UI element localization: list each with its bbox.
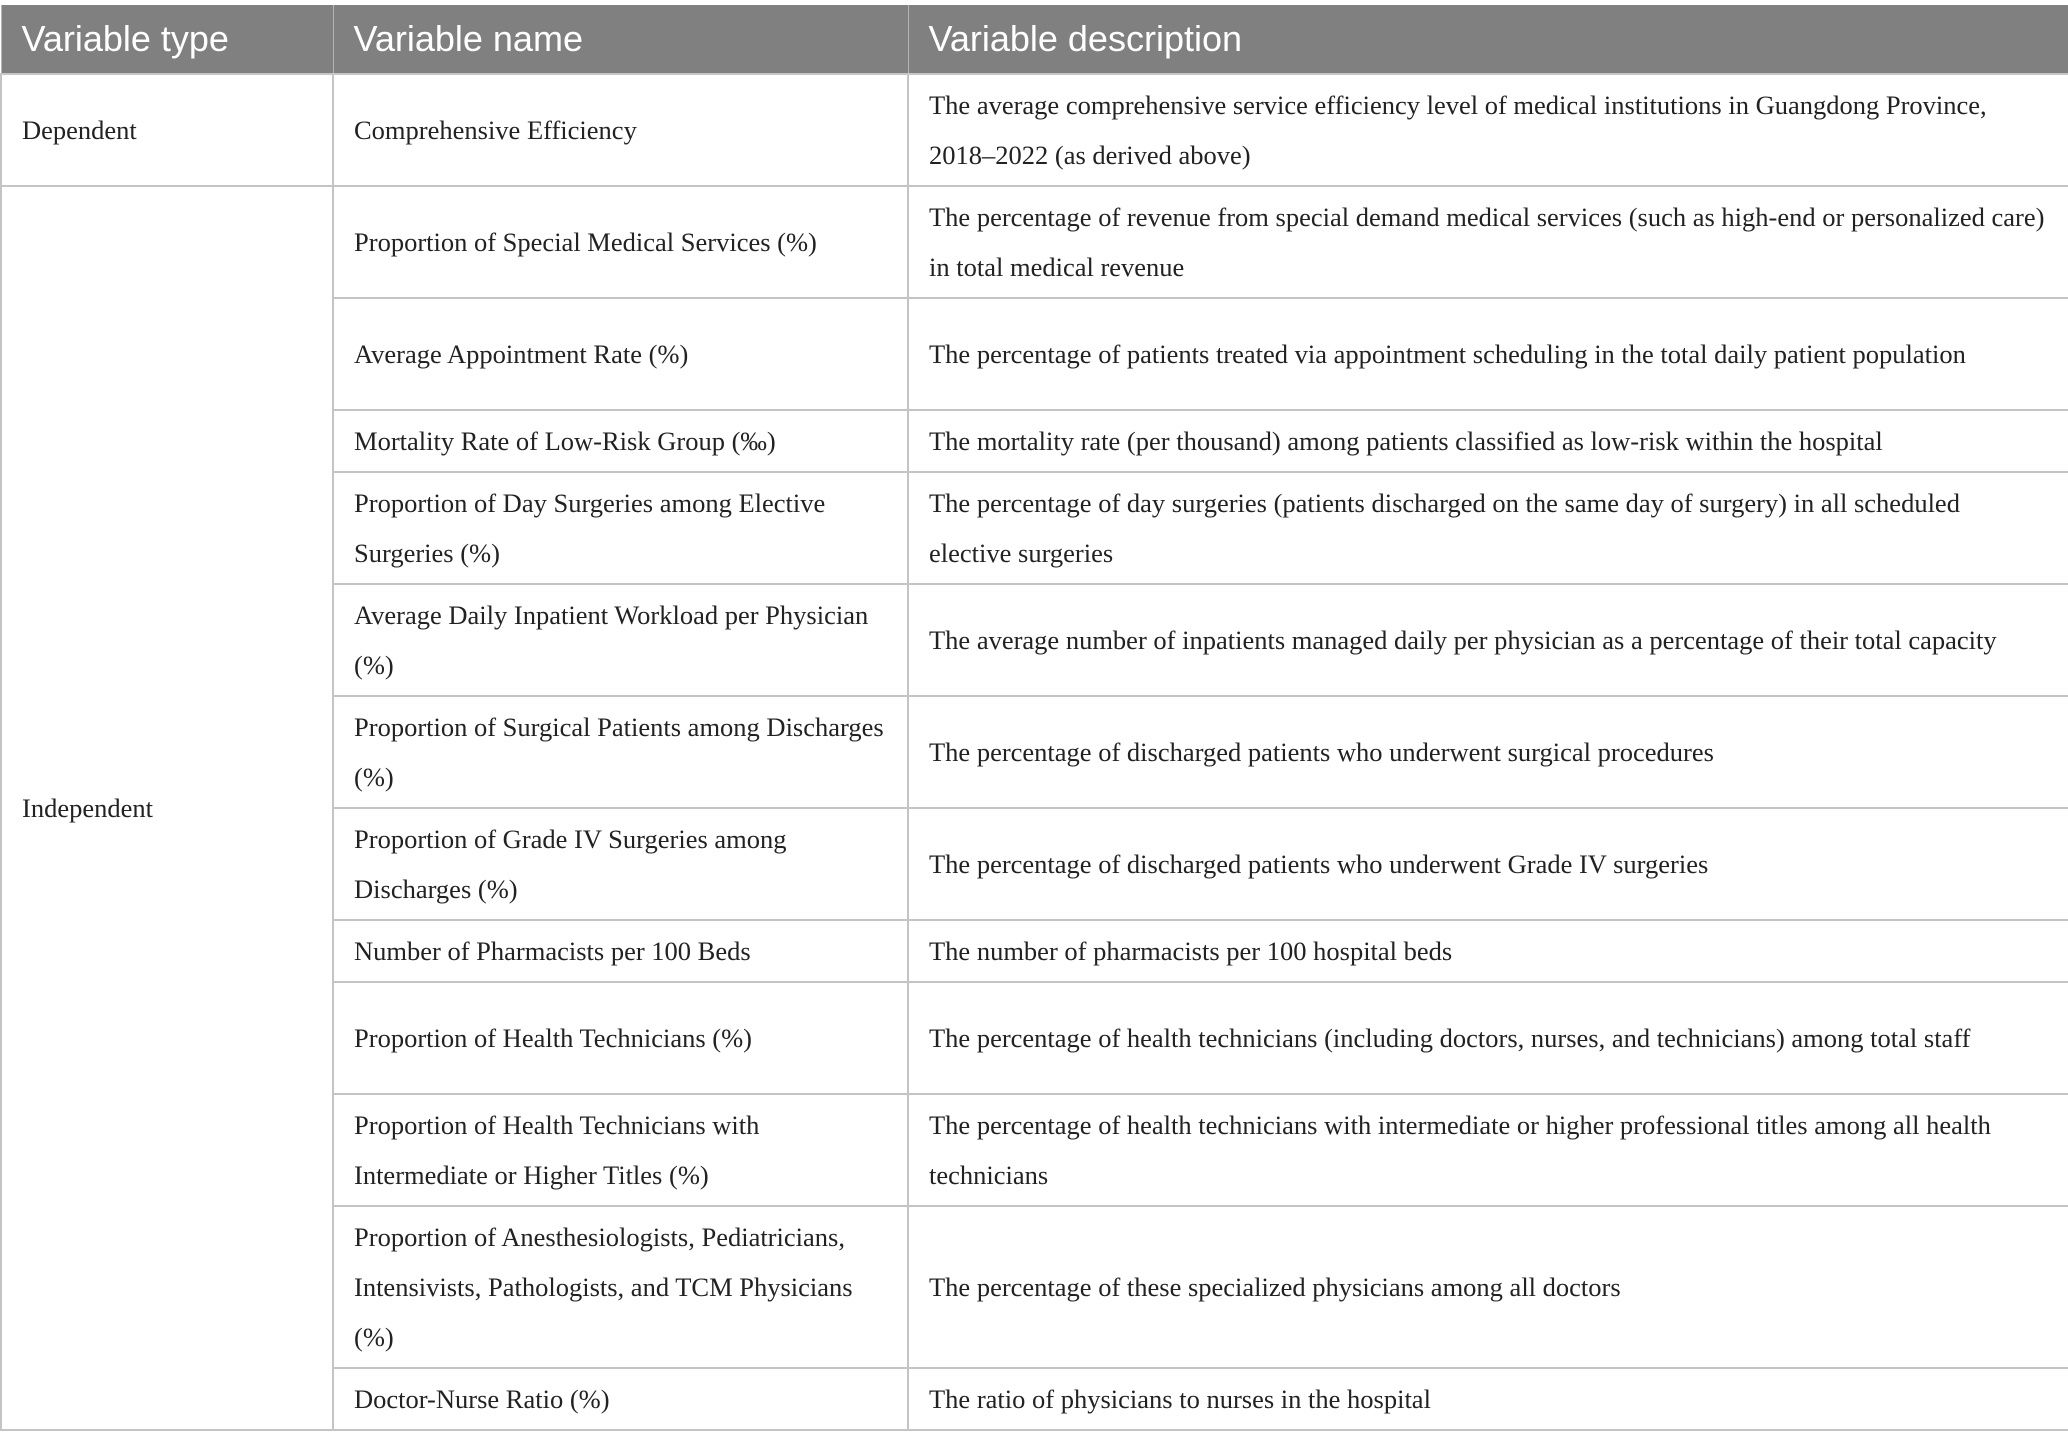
variable-description-cell: The mortality rate (per thousand) among patients classified as low-risk within the hospital (908, 410, 2068, 472)
table-row (1, 186, 2068, 298)
variable-description-cell: The percentage of revenue from special demand medical services (such as high-end or personalized care) in total medical revenue (908, 186, 2068, 298)
variable-name-cell: Average Daily Inpatient Workload per Physician (%) (333, 584, 908, 696)
table-header (1, 5, 2068, 74)
variable-name-cell: Proportion of Grade IV Surgeries among Discharges (%) (333, 808, 908, 920)
variable-description-cell: The percentage of day surgeries (patients discharged on the same day of surgery) in all scheduled elective surgeries (908, 472, 2068, 584)
variable-name-cell: Number of Pharmacists per 100 Beds (333, 920, 908, 982)
variable-name-cell: Proportion of Health Technicians (%) (333, 982, 908, 1094)
table-body (1, 74, 2068, 1430)
variable-name-cell: Proportion of Anesthesiologists, Pediatricians, Intensivists, Pathologists, and TCM Physicians (%) (333, 1206, 908, 1368)
header-row (1, 5, 2068, 74)
variable-name-cell: Proportion of Health Technicians with Intermediate or Higher Titles (%) (333, 1094, 908, 1206)
variable-name-cell: Comprehensive Efficiency (333, 74, 908, 186)
variable-name-cell: Proportion of Surgical Patients among Discharges (%) (333, 696, 908, 808)
variable-description-cell: The percentage of discharged patients who underwent surgical procedures (908, 696, 2068, 808)
variable-name-cell: Average Appointment Rate (%) (333, 298, 908, 410)
header-variable-type: Variable type (1, 5, 333, 74)
variable-name-cell: Proportion of Day Surgeries among Elective Surgeries (%) (333, 472, 908, 584)
variable-description-cell: The percentage of discharged patients who underwent Grade IV surgeries (908, 808, 2068, 920)
header-variable-description: Variable description (908, 5, 2068, 74)
header-variable-name: Variable name (333, 5, 908, 74)
variable-description-cell: The percentage of health technicians (including doctors, nurses, and technicians) among total staff (908, 982, 2068, 1094)
variable-description-cell: The average comprehensive service efficiency level of medical institutions in Guangdong Province, 2018–2022 (as derived above) (908, 74, 2068, 186)
variable-description-cell: The percentage of health technicians with intermediate or higher professional titles among all health technicians (908, 1094, 2068, 1206)
variable-type-cell: Dependent (1, 74, 333, 186)
variable-description-cell: The average number of inpatients managed daily per physician as a percentage of their total capacity (908, 584, 2068, 696)
variable-name-cell: Proportion of Special Medical Services (%) (333, 186, 908, 298)
variable-description-cell: The ratio of physicians to nurses in the hospital (908, 1368, 2068, 1430)
variable-description-cell: The percentage of patients treated via appointment scheduling in the total daily patient population (908, 298, 2068, 410)
variable-name-cell: Doctor-Nurse Ratio (%) (333, 1368, 908, 1430)
variable-description-cell: The number of pharmacists per 100 hospital beds (908, 920, 2068, 982)
variable-name-cell: Mortality Rate of Low-Risk Group (‰) (333, 410, 908, 472)
variables-table (0, 5, 2068, 1431)
variable-type-cell: Independent (1, 186, 333, 1430)
table-row (1, 74, 2068, 186)
variable-description-cell: The percentage of these specialized physicians among all doctors (908, 1206, 2068, 1368)
